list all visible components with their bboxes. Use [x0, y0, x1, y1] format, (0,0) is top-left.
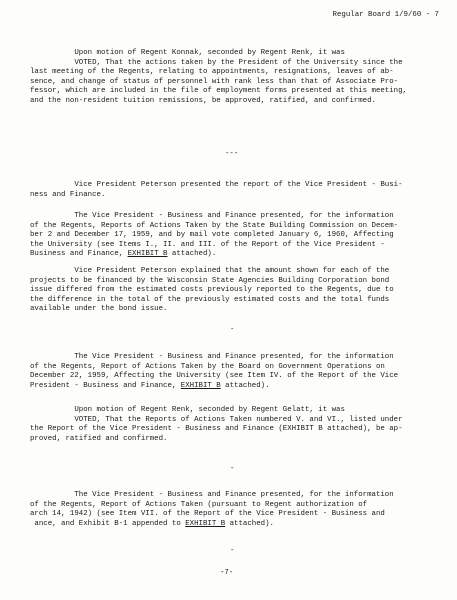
- text-line: of the Regents, Reports of Actions Taken by the State Building Commission on Decem-: [30, 221, 399, 230]
- text-line: the Report of the Vice President - Business and Finance (EXHIBIT B attached), be ap-: [30, 425, 403, 434]
- text-line: of the Regents, Report of Actions Taken (pursuant to Regent authorization of: [30, 500, 368, 509]
- text-line: Upon motion of Regent Renk, seconded by Regent Gelatt, it was: [30, 406, 345, 414]
- building-commission-paragraph: [30, 212, 440, 260]
- text-line: and the non-resident tuition remissions, be approved, ratified, and confirmed.: [30, 96, 376, 105]
- page-number: -7-: [220, 569, 234, 577]
- text-line: issue differed from the estimated costs previously reported to the Regents, due to: [30, 286, 394, 295]
- motion-paragraph: [30, 406, 440, 444]
- government-operations-paragraph: [30, 353, 440, 391]
- text-line: VOTED, That the Reports of Actions Taken numbered V. and VI., listed under: [30, 415, 403, 424]
- regent-authorization-paragraph: [30, 491, 440, 529]
- text-line: the University (see Items I., II. and III. of the Report of the Vice President -: [30, 240, 385, 249]
- section-separator: -: [230, 326, 235, 334]
- text-line: Business and Finance, EXHIBIT B attached).: [30, 250, 217, 259]
- exhibit-reference: EXHIBIT B: [185, 519, 226, 528]
- text-line: the difference in the total of the previously estimated costs and the total funds: [30, 295, 390, 304]
- bond-issue-paragraph: [30, 267, 440, 315]
- text-line: ance, and Exhibit B-1 appended to EXHIBIT B attached).: [30, 519, 274, 528]
- text-line: Vice President Peterson presented the report of the Vice President - Busi-: [30, 181, 403, 189]
- text-line: VOTED, That the actions taken by the President of the University since the: [30, 58, 403, 67]
- text-line: last meeting of the Regents, relating to appointments, resignations, leaves of ab-: [30, 68, 394, 77]
- text-line: President - Business and Finance, EXHIBIT B attached).: [30, 381, 270, 390]
- text-line: sence, and change of status of personnel with rank less than that of Associate Pro-: [30, 77, 399, 86]
- text-line: The Vice President - Business and Finance presented, for the information: [30, 353, 394, 361]
- vp-report-intro: [30, 181, 440, 200]
- text-line: available under the bond issue.: [30, 305, 168, 314]
- section-separator: -: [230, 547, 235, 555]
- section-separator: -: [230, 465, 235, 473]
- text-line: December 22, 1959, Affecting the University (see Item IV. of the Report of the Vice: [30, 372, 399, 381]
- motion-paragraph: [30, 49, 440, 107]
- section-separator: ---: [225, 150, 239, 158]
- text-line: ber 2 and December 17, 1959, and by mail vote completed January 6, 1960, Affecting: [30, 231, 394, 240]
- text-line: The Vice President - Business and Finance presented, for the information: [30, 212, 394, 220]
- text-line: of the Regents, Report of Actions Taken by the Board on Government Operations on: [30, 362, 385, 371]
- page-header: Regular Board 1/9/60 - 7: [332, 11, 439, 19]
- text-line: arch 14, 1942) (see Item VII. of the Report of the Vice President - Business and: [30, 510, 385, 519]
- exhibit-reference: EXHIBIT B: [127, 250, 168, 259]
- text-line: The Vice President - Business and Finance presented, for the information: [30, 491, 394, 499]
- text-line: projects to be financed by the Wisconsin State Agencies Building Corporation bond: [30, 276, 390, 285]
- text-line: Upon motion of Regent Konnak, seconded by Regent Renk, it was: [30, 49, 345, 57]
- exhibit-reference: EXHIBIT B: [180, 381, 221, 390]
- text-line: proved, ratified and confirmed.: [30, 434, 168, 443]
- text-line: fessor, which are included in the file of employment forms presented at this meeting,: [30, 87, 407, 96]
- text-line: Vice President Peterson explained that the amount shown for each of the: [30, 267, 390, 275]
- text-line: ness and Finance.: [30, 190, 106, 199]
